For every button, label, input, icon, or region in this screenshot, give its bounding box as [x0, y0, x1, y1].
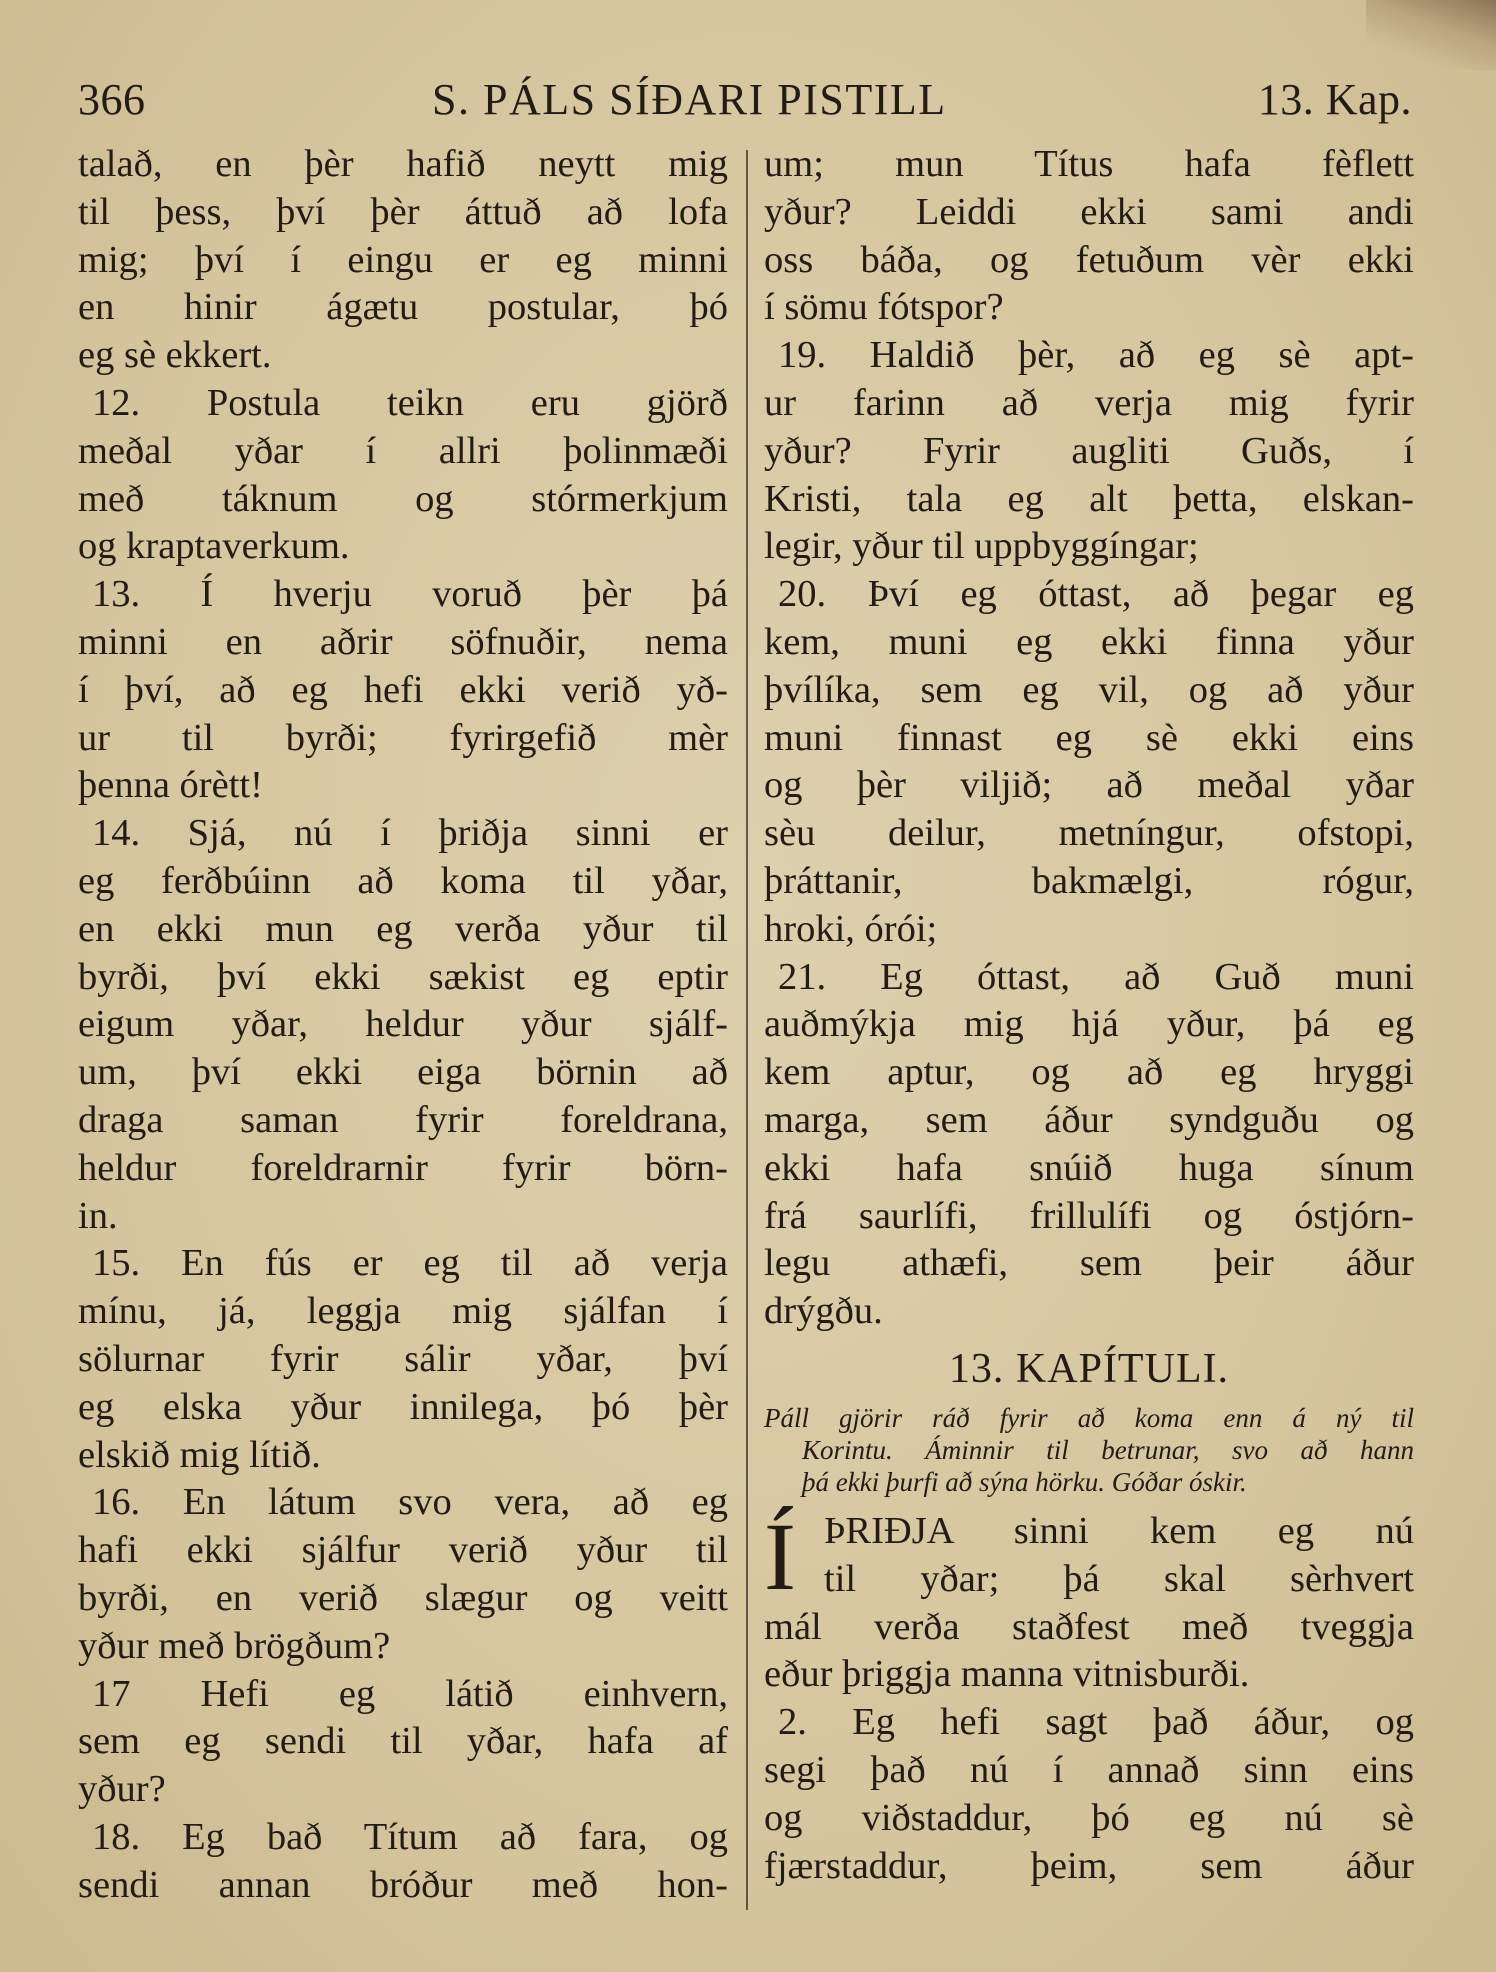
text-line: en ekki mun eg verða yður til — [78, 907, 728, 950]
text-line: marga, sem áður syndguðu og — [764, 1098, 1414, 1141]
text-line: mál verða staðfest með tveggja — [764, 1605, 1414, 1648]
text-line: talað, en þèr hafið neytt mig — [78, 143, 728, 185]
text-line: yður með brögðum? — [78, 1624, 391, 1667]
text-line: mínu, já, leggja mig sjálfan í — [78, 1290, 728, 1333]
text-line: in. — [78, 1194, 118, 1237]
text-line: 19. Haldið þèr, að eg sè apt- — [778, 334, 1414, 377]
chapter-summary — [764, 1402, 1414, 1498]
text-line: segi það nú í annað sinn eins — [764, 1748, 1414, 1791]
text-line: ÞRIÐJA sinni kem eg nú — [824, 1509, 1414, 1552]
text-line: og þèr viljið; að meðal yðar — [764, 764, 1414, 807]
text-line: 14. Sjá, nú í þriðja sinni er — [92, 812, 728, 855]
text-line: með táknum og stórmerkjum — [78, 477, 728, 520]
drop-cap: Í — [764, 1502, 796, 1610]
running-title: S. PÁLS SÍÐARI PISTILL — [432, 75, 947, 124]
text-line: sem eg sendi til yðar, hafa af — [78, 1720, 728, 1763]
text-line: byrði, en verið slægur og veitt — [78, 1576, 728, 1619]
text-line: og viðstaddur, þó eg nú sè — [764, 1796, 1414, 1839]
text-line: 21. Eg óttast, að Guð muni — [778, 955, 1414, 998]
text-line: muni finnast eg sè ekki eins — [764, 716, 1414, 759]
text-line: 12. Postula teikn eru gjörð — [92, 381, 728, 424]
text-line: um; mun Títus hafa fèflett — [764, 143, 1414, 185]
text-line: eg ferðbúinn að koma til yðar, — [78, 859, 728, 902]
text-line: 20. Því eg óttast, að þegar eg — [778, 573, 1414, 616]
text-line: til þess, því þèr áttuð að lofa — [78, 190, 728, 233]
text-line: 18. Eg bað Títum að fara, og — [92, 1815, 728, 1858]
chapter-opening — [764, 1502, 1414, 1610]
text-line: um, því ekki eiga börnin að — [78, 1051, 728, 1094]
text-line: eg sè ekkert. — [78, 334, 272, 377]
text-line: legir, yður til uppbyggíngar; — [764, 525, 1199, 568]
summary-line: Páll gjörir ráð fyrir að koma enn á ný til — [764, 1402, 1414, 1433]
text-line: ur farinn að verja mig fyrir — [764, 381, 1414, 424]
text-line: sendi annan bróður með hon- — [78, 1863, 728, 1906]
text-line: Kristi, tala eg alt þetta, elskan- — [764, 477, 1414, 520]
page-corner-shadow — [1366, 0, 1496, 70]
text-line: drýgðu. — [764, 1290, 883, 1333]
text-line: yður? — [78, 1768, 166, 1811]
text-line: ur til byrði; fyrirgefið mèr — [78, 716, 728, 759]
text-line: og kraptaverkum. — [78, 525, 350, 568]
text-line: ekki hafa snúið huga sínum — [764, 1146, 1414, 1189]
text-line: draga saman fyrir foreldrana, — [78, 1098, 728, 1141]
text-line: yður? Fyrir augliti Guðs, í — [764, 429, 1414, 472]
text-line: fjærstaddur, þeim, sem áður — [764, 1844, 1414, 1887]
text-line: heldur foreldrarnir fyrir börn- — [78, 1146, 728, 1189]
text-line: eg elska yður innilega, þó þèr — [78, 1385, 728, 1428]
text-line: elskið mig lítið. — [78, 1433, 321, 1476]
text-line: í því, að eg hefi ekki verið yð- — [78, 668, 728, 711]
text-line: til yðar; þá skal sèrhvert — [824, 1557, 1414, 1600]
right-column — [764, 141, 1414, 1890]
text-line: oss báða, og fetuðum vèr ekki — [764, 238, 1414, 281]
text-line: sölurnar fyrir sálir yðar, því — [78, 1337, 728, 1380]
text-line: byrði, því ekki sækist eg eptir — [78, 955, 728, 998]
text-line: kem, muni eg ekki finna yður — [764, 620, 1414, 663]
left-column — [78, 141, 728, 1909]
text-line: legu athæfi, sem þeir áður — [764, 1242, 1414, 1285]
text-line: þráttanir, bakmælgi, rógur, — [764, 859, 1414, 902]
chapter-heading: 13. KAPÍTULI. — [948, 1345, 1230, 1392]
right-column-text — [764, 141, 1414, 1336]
text-line: auðmýkja mig hjá yður, þá eg — [764, 1003, 1414, 1046]
text-line: 2. Eg hefi sagt það áður, og — [778, 1701, 1414, 1744]
text-line: eigum yðar, heldur yður sjálf- — [78, 1003, 728, 1046]
text-line: þenna órètt! — [78, 764, 263, 807]
text-line: meðal yðar í allri þolinmæði — [78, 429, 728, 472]
text-line: frá saurlífi, frillulífi og óstjórn- — [764, 1194, 1414, 1237]
text-line: eður þriggja manna vitnisburði. — [764, 1653, 1250, 1696]
text-line: 15. En fús er eg til að verja — [92, 1242, 728, 1285]
text-line: þvílíka, sem eg vil, og að yður — [764, 668, 1414, 711]
column-divider — [746, 150, 748, 1910]
summary-line: þá ekki þurfi að sýna hörku. Góðar óskir. — [802, 1466, 1247, 1497]
text-line: hroki, órói; — [764, 907, 938, 950]
text-line: mig; því í eingu er eg minni — [78, 238, 728, 281]
running-chapter: 13. Kap. — [1257, 75, 1412, 124]
chapter-text — [764, 1604, 1414, 1891]
text-line: yður? Leiddi ekki sami andi — [764, 190, 1414, 233]
page-number: 366 — [78, 75, 146, 124]
text-line: sèu deilur, metníngur, ofstopi, — [764, 812, 1414, 855]
text-line: í sömu fótspor? — [764, 286, 1004, 329]
text-line: 17 Hefi eg látið einhvern, — [92, 1672, 728, 1715]
text-line: 13. Í hverju voruð þèr þá — [92, 573, 728, 616]
text-line: kem aptur, og að eg hryggi — [764, 1051, 1414, 1094]
text-line: 16. En látum svo vera, að eg — [92, 1481, 728, 1524]
summary-line: Korintu. Áminnir til betrunar, svo að hann — [802, 1434, 1414, 1465]
text-line: hafi ekki sjálfur verið yður til — [78, 1529, 728, 1572]
text-line: en hinir ágætu postular, þó — [78, 286, 728, 329]
text-line: minni en aðrir söfnuðir, nema — [78, 620, 728, 663]
